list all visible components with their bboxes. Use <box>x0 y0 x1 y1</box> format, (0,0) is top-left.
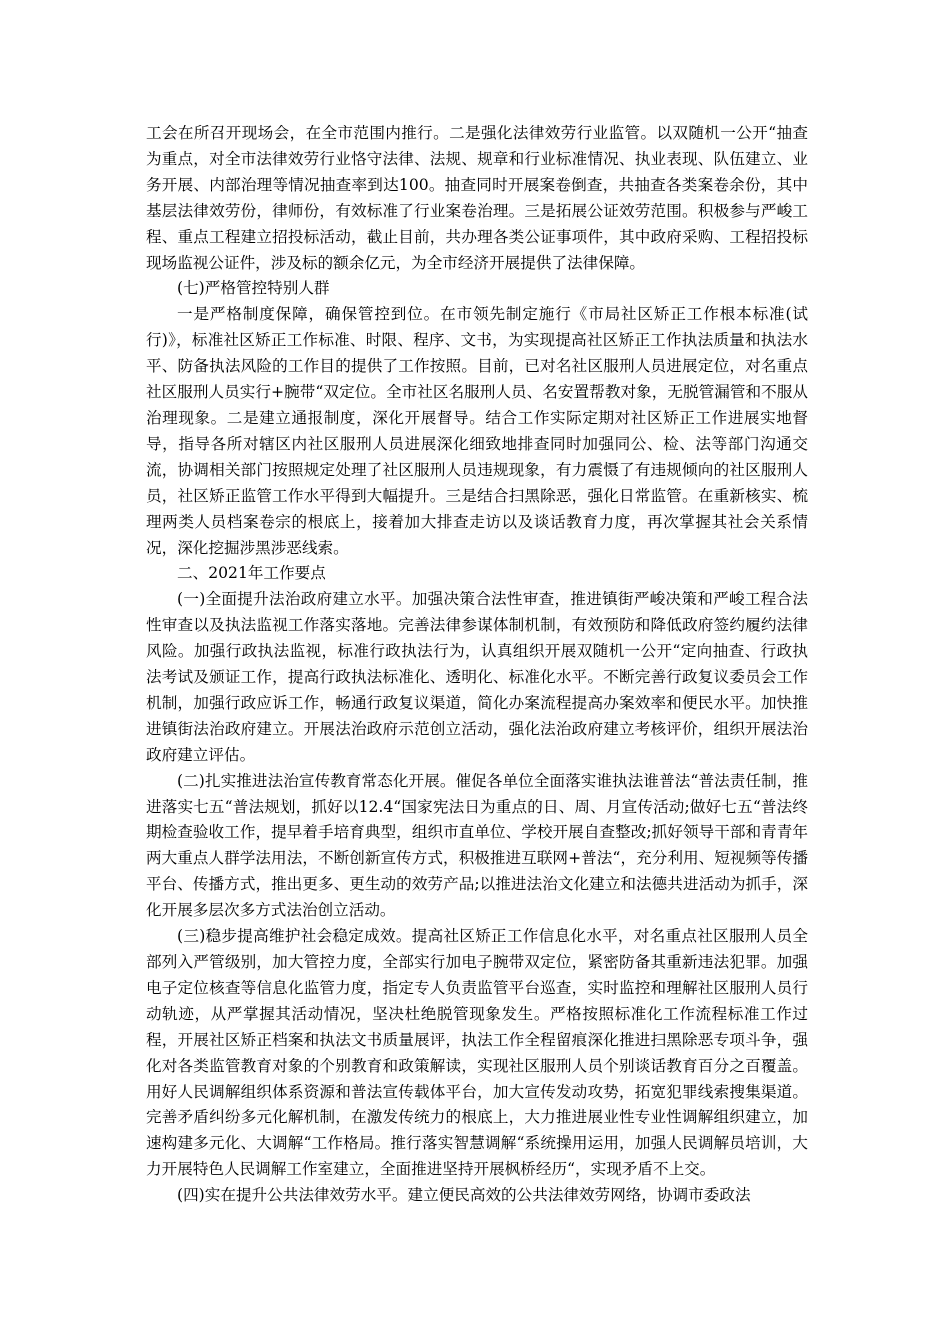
paragraph-rule-of-law-government: (一)全面提升法治政府建立水平。加强决策合法性审查，推进镇街严峻决策和严峻工程合法性审查以及执法监视工作落实落地。完善法律参谋体制机制，有效预防和降低政府签约履约法律风险。加强行政执法监视，标准行政执法行为，认真组织开展双随机一公开“定向抽查、行政执法考试及颁证工作，提高行政执法标准化、透明化、标准化水平。不断完善行政复议委员会工作机制，加强行政应诉工作，畅通行政复议渠道，简化办案流程提高办案效率和便民水平。加快推进镇街法治政府建立。开展法治政府示范创立活动，强化法治政府建立考核评价，组织开展法治政府建立评估。 <box>146 590 808 764</box>
section-heading-special-groups: (七)严格管控特别人群 <box>177 279 330 298</box>
document-page <box>146 121 808 1209</box>
paragraph-social-stability: (三)稳步提高维护社会稳定成效。提高社区矫正工作信息化水平，对名重点社区服刑人员全部列入严管级别，加大管控力度，全部实行加电子腕带双定位，紧密防备其重新违法犯罪。加强电子定位核查等信息化监管力度，指定专人负责监管平台巡查，实时监控和理解社区服刑人员行动轨迹，从严掌握其活动情况，坚决杜绝脱管现象发生。严格按照标准化工作流程标准工作过程，开展社区矫正档案和执法文书质量展评，执法工作全程留痕深化推进扫黑除恶专项斗争，强化对各类监管教育对象的个别教育和政策解读，实现社区服刑人员个别谈话教育百分之百覆盖。用好人民调解组织体系资源和普法宣传载体平台，加大宣传发动攻势，拓宽犯罪线索搜集渠道。完善矛盾纠纷多元化解机制，在激发传统力的根底上，大力推进展业性专业性调解组织建立，加速构建多元化、大调解“工作格局。推行落实智慧调解“系统操用运用，加强人民调解员培训，大力开展特色人民调解工作室建立，全面推进坚持开展枫桥经历“，实现矛盾不上交。 <box>146 927 808 1179</box>
paragraph-public-legal-services: (四)实在提升公共法律效劳水平。建立便民高效的公共法律效劳网络，协调市委政法 <box>177 1186 751 1205</box>
paragraph-community-correction: 一是严格制度保障，确保管控到位。在市领先制定施行《市局社区矫正工作根本标准(试行)》，标准社区矫正工作标准、时限、程序、文书，为实现提高社区矫正工作执法质量和执法水平、防备执法风险的工作目的提供了工作按照。目前，已对名社区服刑人员进展定位，对名重点社区服刑人员实行+腕带“双定位。全市社区名服刑人员、名安置帮教对象，无脱管漏管和不服从治理现象。二是建立通报制度，深化开展督导。结合工作实际定期对社区矫正工作进展实地督导，指导各所对辖区内社区服刑人员进展深化细致地排查同时加强同公、检、法等部门沟通交流，协调相关部门按照规定处理了社区服刑人员违规现象，有力震慑了有违规倾向的社区服刑人员，社区矫正监管工作水平得到大幅提升。三是结合扫黑除恶，强化日常监管。在重新核实、梳理两类人员档案卷宗的根底上，接着加大排查走访以及谈话教育力度，再次掌握其社会关系情况，深化挖掘涉黑涉恶线索。 <box>146 305 808 557</box>
paragraph-legal-publicity: (二)扎实推进法治宣传教育常态化开展。催促各单位全面落实谁执法谁普法“普法责任制，推进落实七五“普法规划，抓好以12.4“国家宪法日为重点的日、周、月宣传活动;做好七五“普法终期检查验收工作，提早着手培育典型，组织市直单位、学校开展自查整改;抓好领导干部和青青年两大重点人群学法用法，不断创新宣传方式，积极推进互联网+普法“，充分利用、短视频等传播平台、传播方式，推出更多、更生动的效劳产品;以推进法治文化建立和法德共进活动为抓手，深化开展多层次多方式法治创立活动。 <box>146 771 808 920</box>
paragraph-legal-services: 工会在所召开现场会，在全市范围内推行。二是强化法律效劳行业监管。以双随机一公开“抽查为重点，对全市法律效劳行业恪守法律、法规、规章和行业标准情况、执业表现、队伍建立、业务开展、内部治理等情况抽查率到达100。抽查同时开展案卷倒查，共抽查各类案卷余份，其中基层法律效劳份，律师份，有效标准了行业案卷治理。三是拓展公证效劳范围。积极参与严峻工程、重点工程建立招投标活动，截止目前，共办理各类公证事项件，其中政府采购、工程招投标现场监视公证件，涉及标的额余亿元，为全市经济开展提供了法律保障。 <box>146 124 808 272</box>
section-heading-2021-work-points: 二、2021年工作要点 <box>177 564 326 583</box>
